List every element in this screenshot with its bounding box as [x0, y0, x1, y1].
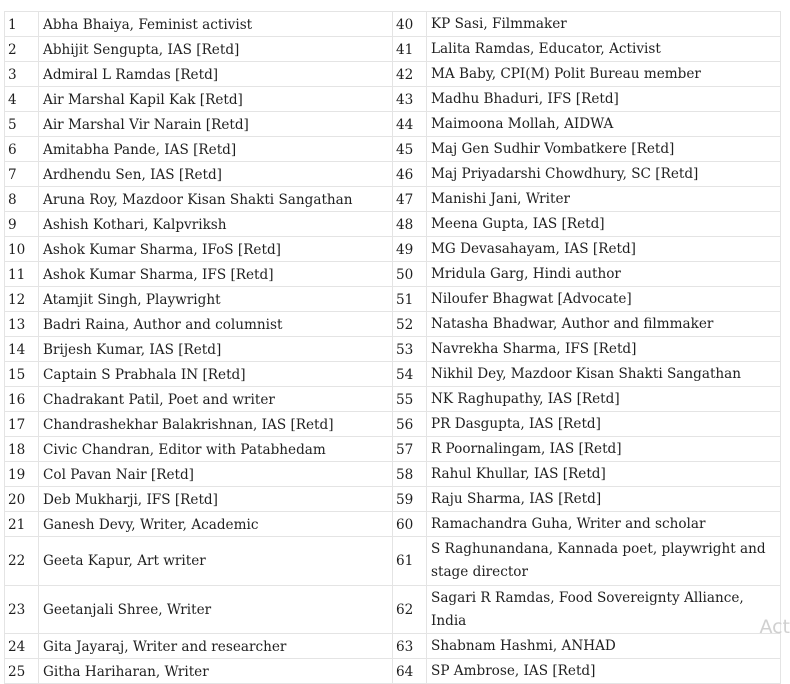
signatory-name-right: MA Baby, CPI(M) Polit Bureau member — [427, 62, 781, 87]
table-row — [5, 634, 781, 659]
row-number-left: 21 — [5, 512, 39, 537]
signatory-name-left: Col Pavan Nair [Retd] — [39, 462, 393, 487]
signatory-name-left: Githa Hariharan, Writer — [39, 659, 393, 684]
row-number-right: 62 — [393, 586, 427, 634]
signatory-name-left: Ardhendu Sen, IAS [Retd] — [39, 162, 393, 187]
table-row — [5, 586, 781, 634]
row-number-left: 4 — [5, 87, 39, 112]
row-number-left: 16 — [5, 387, 39, 412]
signatory-name-right: Ramachandra Guha, Writer and scholar — [427, 512, 781, 537]
row-number-left: 8 — [5, 187, 39, 212]
row-number-left: 1 — [5, 12, 39, 37]
row-number-left: 11 — [5, 262, 39, 287]
signatory-name-right: Meena Gupta, IAS [Retd] — [427, 212, 781, 237]
table-row — [5, 162, 781, 187]
row-number-left: 9 — [5, 212, 39, 237]
table-row — [5, 262, 781, 287]
table-row — [5, 412, 781, 437]
row-number-left: 13 — [5, 312, 39, 337]
table-row — [5, 287, 781, 312]
row-number-right: 56 — [393, 412, 427, 437]
row-number-left: 6 — [5, 137, 39, 162]
row-number-right: 40 — [393, 12, 427, 37]
signatory-name-right: Mridula Garg, Hindi author — [427, 262, 781, 287]
row-number-left: 3 — [5, 62, 39, 87]
table-row — [5, 237, 781, 262]
table-row — [5, 37, 781, 62]
table-row — [5, 12, 781, 37]
row-number-left: 24 — [5, 634, 39, 659]
row-number-right: 49 — [393, 237, 427, 262]
signatory-name-left: Air Marshal Vir Narain [Retd] — [39, 112, 393, 137]
row-number-right: 43 — [393, 87, 427, 112]
row-number-right: 41 — [393, 37, 427, 62]
signatory-name-right: R Poornalingam, IAS [Retd] — [427, 437, 781, 462]
signatory-name-right: MG Devasahayam, IAS [Retd] — [427, 237, 781, 262]
signatory-name-left: Air Marshal Kapil Kak [Retd] — [39, 87, 393, 112]
row-number-left: 22 — [5, 537, 39, 586]
signatory-name-left: Badri Raina, Author and columnist — [39, 312, 393, 337]
row-number-left: 23 — [5, 586, 39, 634]
table-row — [5, 437, 781, 462]
table-row — [5, 487, 781, 512]
signatory-name-left: Chandrashekhar Balakrishnan, IAS [Retd] — [39, 412, 393, 437]
row-number-right: 58 — [393, 462, 427, 487]
row-number-right: 64 — [393, 659, 427, 684]
table-row — [5, 337, 781, 362]
table-row — [5, 312, 781, 337]
table-row — [5, 112, 781, 137]
signatory-name-right: Niloufer Bhagwat [Advocate] — [427, 287, 781, 312]
signatory-name-left: Geeta Kapur, Art writer — [39, 537, 393, 586]
table-row — [5, 387, 781, 412]
row-number-right: 45 — [393, 137, 427, 162]
row-number-left: 17 — [5, 412, 39, 437]
row-number-right: 48 — [393, 212, 427, 237]
row-number-right: 44 — [393, 112, 427, 137]
signatory-name-right: Maimoona Mollah, AIDWA — [427, 112, 781, 137]
signatories-table — [4, 11, 781, 684]
signatory-name-right: SP Ambrose, IAS [Retd] — [427, 659, 781, 684]
row-number-right: 51 — [393, 287, 427, 312]
signatory-name-right: PR Dasgupta, IAS [Retd] — [427, 412, 781, 437]
row-number-left: 12 — [5, 287, 39, 312]
row-number-right: 52 — [393, 312, 427, 337]
table-row — [5, 187, 781, 212]
signatory-name-left: Amitabha Pande, IAS [Retd] — [39, 137, 393, 162]
row-number-right: 57 — [393, 437, 427, 462]
signatory-name-right: KP Sasi, Filmmaker — [427, 12, 781, 37]
signatory-name-left: Atamjit Singh, Playwright — [39, 287, 393, 312]
signatory-name-right: Lalita Ramdas, Educator, Activist — [427, 37, 781, 62]
row-number-left: 15 — [5, 362, 39, 387]
row-number-right: 47 — [393, 187, 427, 212]
row-number-left: 5 — [5, 112, 39, 137]
table-row — [5, 659, 781, 684]
table-row — [5, 62, 781, 87]
table-row — [5, 462, 781, 487]
signatory-name-left: Deb Mukharji, IFS [Retd] — [39, 487, 393, 512]
signatory-name-left: Civic Chandran, Editor with Patabhedam — [39, 437, 393, 462]
signatory-name-left: Admiral L Ramdas [Retd] — [39, 62, 393, 87]
row-number-right: 42 — [393, 62, 427, 87]
row-number-right: 55 — [393, 387, 427, 412]
signatory-name-right: Maj Priyadarshi Chowdhury, SC [Retd] — [427, 162, 781, 187]
signatory-name-left: Gita Jayaraj, Writer and researcher — [39, 634, 393, 659]
row-number-left: 20 — [5, 487, 39, 512]
row-number-right: 63 — [393, 634, 427, 659]
row-number-right: 61 — [393, 537, 427, 586]
signatory-name-right: Sagari R Ramdas, Food Sovereignty Alliance, India — [427, 586, 781, 634]
signatory-name-left: Geetanjali Shree, Writer — [39, 586, 393, 634]
signatory-name-left: Abha Bhaiya, Feminist activist — [39, 12, 393, 37]
signatory-name-left: Ashok Kumar Sharma, IFS [Retd] — [39, 262, 393, 287]
row-number-right: 53 — [393, 337, 427, 362]
activate-watermark: Act — [759, 616, 790, 638]
row-number-right: 60 — [393, 512, 427, 537]
row-number-left: 7 — [5, 162, 39, 187]
signatory-name-right: Rahul Khullar, IAS [Retd] — [427, 462, 781, 487]
table-row — [5, 137, 781, 162]
signatory-name-left: Aruna Roy, Mazdoor Kisan Shakti Sangathan — [39, 187, 393, 212]
signatory-name-right: Manishi Jani, Writer — [427, 187, 781, 212]
signatory-name-left: Ganesh Devy, Writer, Academic — [39, 512, 393, 537]
table-row — [5, 87, 781, 112]
signatory-name-left: Ashok Kumar Sharma, IFoS [Retd] — [39, 237, 393, 262]
row-number-right: 50 — [393, 262, 427, 287]
signatory-name-right: Navrekha Sharma, IFS [Retd] — [427, 337, 781, 362]
signatory-name-left: Ashish Kothari, Kalpvriksh — [39, 212, 393, 237]
row-number-right: 59 — [393, 487, 427, 512]
row-number-left: 19 — [5, 462, 39, 487]
signatory-name-left: Abhijit Sengupta, IAS [Retd] — [39, 37, 393, 62]
table-row — [5, 362, 781, 387]
signatory-name-right: S Raghunandana, Kannada poet, playwright and stage director — [427, 537, 781, 586]
row-number-right: 54 — [393, 362, 427, 387]
signatory-name-left: Chadrakant Patil, Poet and writer — [39, 387, 393, 412]
signatory-name-right: Shabnam Hashmi, ANHAD — [427, 634, 781, 659]
signatory-name-right: Nikhil Dey, Mazdoor Kisan Shakti Sangathan — [427, 362, 781, 387]
signatory-name-right: Raju Sharma, IAS [Retd] — [427, 487, 781, 512]
row-number-left: 10 — [5, 237, 39, 262]
signatory-name-right: Maj Gen Sudhir Vombatkere [Retd] — [427, 137, 781, 162]
row-number-left: 18 — [5, 437, 39, 462]
signatory-name-right: NK Raghupathy, IAS [Retd] — [427, 387, 781, 412]
table-row — [5, 537, 781, 586]
signatories-table-body — [5, 12, 781, 684]
signatory-name-left: Brijesh Kumar, IAS [Retd] — [39, 337, 393, 362]
row-number-left: 14 — [5, 337, 39, 362]
table-row — [5, 512, 781, 537]
row-number-left: 25 — [5, 659, 39, 684]
row-number-right: 46 — [393, 162, 427, 187]
row-number-left: 2 — [5, 37, 39, 62]
signatory-name-right: Madhu Bhaduri, IFS [Retd] — [427, 87, 781, 112]
signatory-name-right: Natasha Bhadwar, Author and filmmaker — [427, 312, 781, 337]
signatory-name-left: Captain S Prabhala IN [Retd] — [39, 362, 393, 387]
table-row — [5, 212, 781, 237]
